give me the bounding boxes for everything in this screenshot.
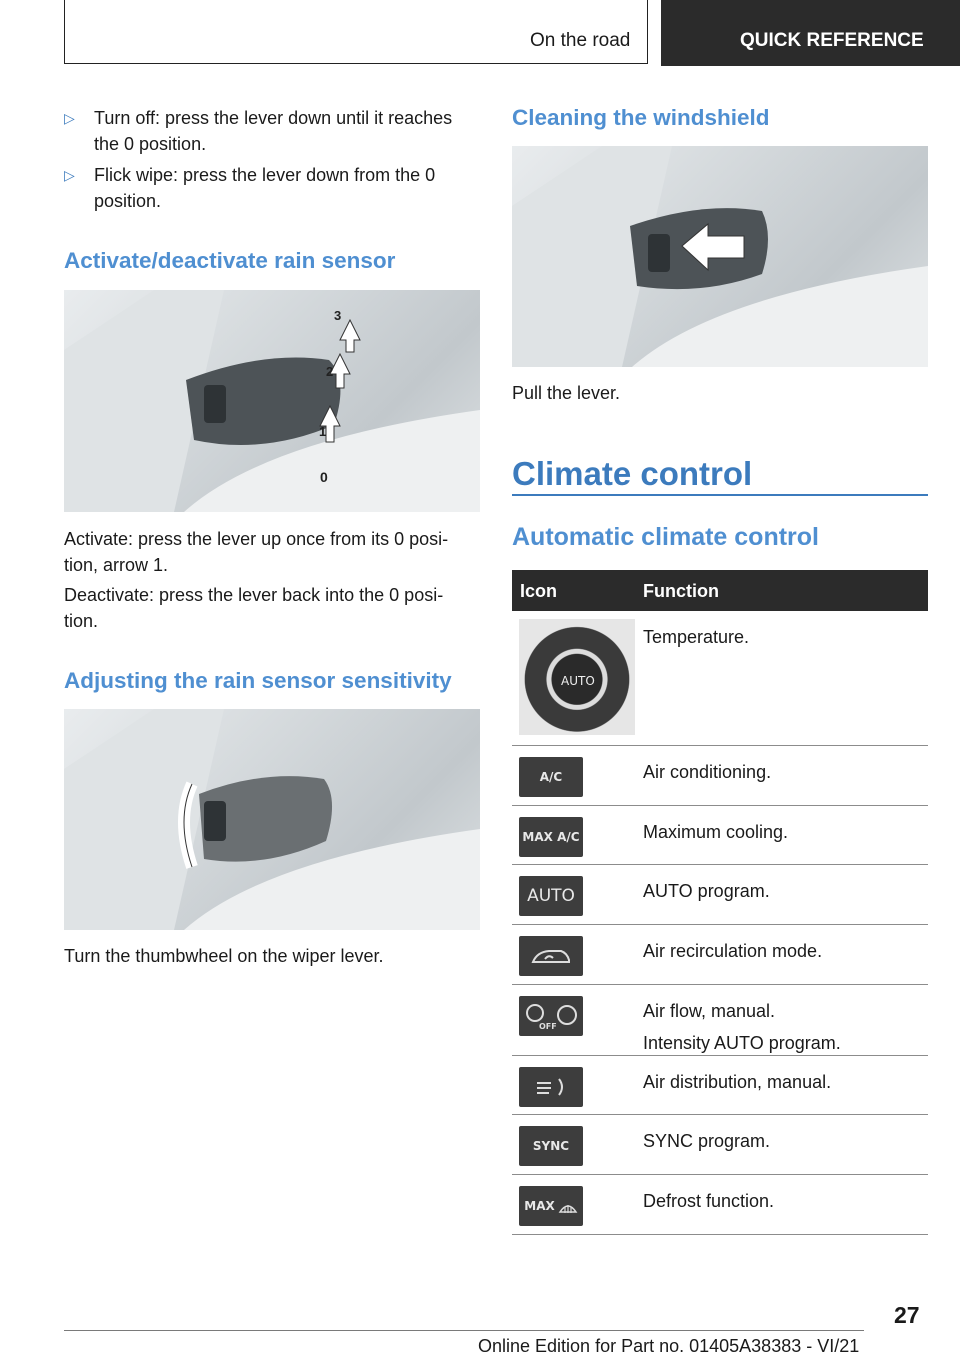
figure-label-3: 3 — [334, 308, 342, 323]
deactivate-text: Deactivate: press the lever back into the 0 posi‐ tion. — [64, 585, 444, 631]
thumbwheel-illustration — [64, 709, 480, 930]
figure-label-0: 0 — [320, 469, 328, 485]
figure-label-1: 1 — [319, 424, 327, 439]
table-row: OFF Air flow, manual. Intensity AUTO program. — [512, 985, 928, 1056]
heading-rule — [512, 494, 928, 496]
max-ac-icon: MAX A/C — [519, 817, 583, 857]
figure-rain-sensor — [64, 290, 480, 512]
windshield-caption: Pull the lever. — [512, 383, 621, 403]
table-row: AUTO AUTO program. — [512, 865, 928, 925]
svg-text:OFF: OFF — [539, 1022, 557, 1031]
fan-icon — [519, 996, 583, 1036]
heading-climate-control: Climate control — [512, 455, 753, 492]
col-header-function: Function — [643, 581, 719, 601]
bullet-turn-off: ▷ Turn off: press the lever down until it reaches the 0 position. — [64, 105, 484, 157]
figure-sensitivity — [64, 709, 480, 930]
table-header — [512, 570, 928, 611]
figure-windshield — [512, 146, 928, 367]
page-number: 27 — [894, 1302, 920, 1328]
bullet-triangle-icon: ▷ — [64, 167, 75, 183]
ac-icon: A/C — [519, 757, 583, 797]
recirculation-icon — [519, 936, 583, 976]
footer-rule — [64, 1330, 864, 1331]
col-header-icon: Icon — [520, 581, 558, 601]
heading-windshield: Cleaning the windshield — [512, 105, 770, 130]
bullet-flick-wipe: ▷ Flick wipe: press the lever down from the 0 position. — [64, 162, 484, 214]
heading-sensitivity: Adjusting the rain sensor sensitivity — [64, 668, 452, 693]
table-row: MAX Defrost function. — [512, 1175, 928, 1235]
heading-rain-sensor: Activate/deactivate rain sensor — [64, 248, 396, 273]
temperature-knob-icon: AUTO — [519, 619, 635, 735]
air-distribution-icon — [519, 1067, 583, 1107]
bullet-triangle-icon: ▷ — [64, 110, 75, 126]
table-row: SYNC SYNC program. — [512, 1115, 928, 1175]
figure-label-2: 2 — [326, 364, 334, 379]
footer-edition: Online Edition for Part no. 01405A38383 - VI/21 — [478, 1336, 860, 1356]
sync-icon: SYNC — [519, 1126, 583, 1166]
table-row: MAX A/C Maximum cooling. — [512, 806, 928, 865]
defrost-icon: MAX — [519, 1186, 583, 1226]
header-chapter-tab[interactable]: QUICK REFERENCE — [661, 0, 960, 66]
header-section: On the road — [530, 30, 631, 51]
table-row: AUTO Temperature. — [512, 611, 928, 746]
auto-icon: AUTO — [519, 876, 583, 916]
lever-illustration — [64, 290, 480, 512]
sensitivity-caption: Turn the thumbwheel on the wiper lever. — [64, 946, 384, 966]
activate-text: Activate: press the lever up once from its 0 posi‐ tion, arrow 1. — [64, 529, 449, 575]
windshield-lever-illustration — [512, 146, 928, 367]
table-row: A/C Air conditioning. — [512, 746, 928, 806]
table-row: Air recirculation mode. — [512, 925, 928, 985]
heading-automatic-climate: Automatic climate control — [512, 523, 819, 551]
table-row: Air distribution, manual. — [512, 1056, 928, 1115]
